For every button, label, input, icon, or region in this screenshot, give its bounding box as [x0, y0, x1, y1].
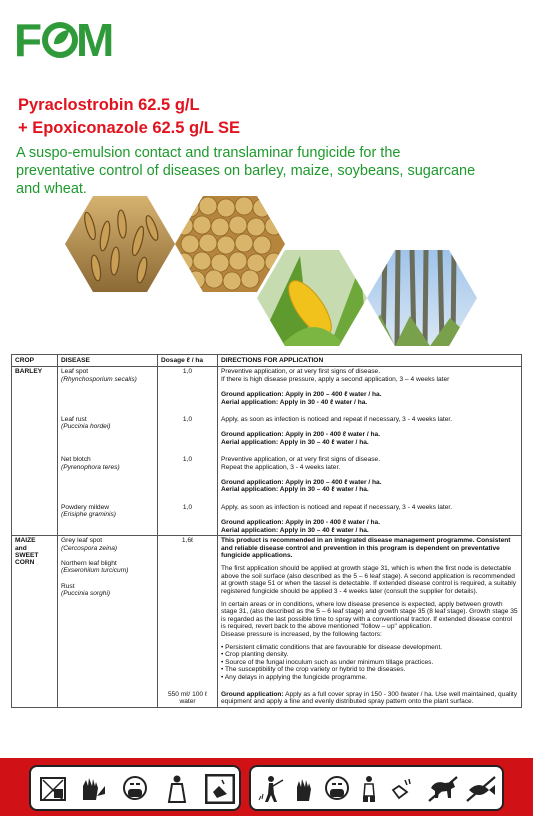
- ground-application: Ground application: Apply in 200 - 400 ℓ water / ha.: [221, 519, 381, 527]
- dosage-cell: 1,0: [158, 415, 218, 455]
- directions-cell: [218, 690, 522, 707]
- crop-label: CORN: [15, 559, 35, 567]
- leaf-icon: [54, 30, 69, 44]
- disease-cell: [58, 536, 158, 690]
- aerial-application: Aerial application: Apply in 30 – 40 ℓ water / ha.: [221, 526, 369, 534]
- pictogram-footer: [0, 758, 533, 816]
- disease-name: Rust: [61, 582, 75, 590]
- pathogen-name: (Cercospora zeina): [61, 544, 118, 552]
- logo-graphic: [14, 14, 126, 64]
- direction-text: Preventive application, or at very first signs of disease.: [221, 368, 381, 376]
- dosage-cell: 1,0: [158, 455, 218, 503]
- directions-cell: [218, 367, 522, 415]
- pathogen-name: (Erisiphe graminis): [61, 511, 116, 519]
- wheat-image: [60, 196, 180, 292]
- crop-label: MAIZE: [15, 537, 36, 545]
- disease-name: Leaf spot: [61, 368, 89, 376]
- ground-application-text: Apply as a full cover spray in 150 - 300 ℓwater / ha. Use well maintained, quality equipment and apply a fine and evenly distributed spray pattern onto the plant surface.: [221, 691, 518, 706]
- pictograms-mixing-group: [29, 765, 241, 811]
- list-item: • Any delays in applying the fungicide programme.: [221, 674, 518, 681]
- disease-cell: [58, 415, 158, 455]
- product-description: A suspo-emulsion contact and translaminar fungicide for the preventative control of diseases on barley, maize, soybeans, sugarcane and wheat.: [16, 145, 476, 197]
- gloves-icon: [291, 774, 319, 804]
- wash-icon: [387, 774, 415, 804]
- dosage-cell: 1,0: [158, 503, 218, 536]
- pathogen-name: (Pyrenophora teres): [61, 463, 120, 471]
- dosage-cell: 1,6ℓ: [158, 536, 218, 690]
- ground-application-label: Ground application:: [221, 691, 284, 698]
- product-title-line2: + Epoxiconazole 62.5 g/L SE: [18, 119, 241, 137]
- store-locked-icon: [39, 774, 67, 804]
- direction-text: In certain areas or in conditions, where low disease presence is expected, apply between growth stage 31, (also described as the 5 – 6 leaf stage) and growth stage 35 (8 leaf stage). Growth stage 35 is regarded as the last possible time to spray with a conventional tractor. If extended disease control is required, revert back to the above mentioned "follow – up" application.: [221, 600, 518, 631]
- gloves-mixing-icon: [79, 774, 107, 804]
- header-disease: DISEASE: [58, 355, 158, 367]
- logo-letter-f: F: [14, 14, 43, 64]
- pathogen-name: (Puccinia hordei): [61, 423, 111, 431]
- crop-images: [0, 196, 533, 346]
- product-title: [18, 94, 240, 140]
- crop-label: and: [15, 544, 27, 552]
- wash-icon: [205, 774, 235, 804]
- disease-cell: [58, 503, 158, 536]
- product-title-line1: Pyraclostrobin 62.5 g/L: [18, 96, 200, 114]
- directions-cell: [218, 503, 522, 536]
- direction-text: Preventive application, or at very first signs of disease.: [221, 456, 381, 464]
- dosage-cell: 1,0: [158, 367, 218, 415]
- direction-text: Repeat the application, 3 - 4 weeks later.: [221, 463, 341, 471]
- factors-list: [221, 644, 518, 681]
- table-row: [12, 455, 522, 503]
- header-dosage: Dosage ℓ / ha: [158, 355, 218, 367]
- direction-text: The first application should be applied at growth stage 31, which is when the first node is detectable above the soil surface (also described as the 5 – 6 leaf stage). A second application is recommended at growth stage 51 or when the tassel is detectable. If extended disease control is required, a suitably registered fungicide should be applied 3 - 4 weeks later (consult the supplier for details).: [221, 565, 517, 595]
- crop-label: SWEET: [15, 551, 39, 559]
- table-row: [12, 415, 522, 455]
- table-row: [12, 503, 522, 536]
- direction-text: Apply, as soon as infection is noticed and repeat if necessary, 3 - 4 weeks later.: [221, 503, 453, 511]
- harmful-animals-icon: [427, 774, 459, 804]
- disease-name: Northern leaf blight: [61, 559, 117, 567]
- spraying-icon: [257, 774, 285, 804]
- disease-name: Net blotch: [61, 456, 91, 464]
- list-item: • Source of the fungal inoculum such as under minimum tillage practices.: [221, 659, 518, 666]
- direction-text: Apply, as soon as infection is noticed and repeat if necessary, 3 - 4 weeks later.: [221, 416, 453, 424]
- pictograms-application-group: [249, 765, 504, 811]
- dosage-unit: water: [179, 698, 196, 706]
- aerial-application: Aerial application: Apply in 30 – 40 ℓ water / ha.: [221, 486, 369, 494]
- disease-name: Grey leaf spot: [61, 537, 103, 545]
- table-row: [12, 367, 522, 415]
- dosage-value: 550 mℓ/ 100 ℓ: [167, 691, 208, 698]
- directions-cell: [218, 455, 522, 503]
- company-logo: [14, 14, 126, 64]
- boots-icon: [355, 774, 383, 804]
- aerial-application: Aerial application: Apply in 30 – 40 ℓ water / ha.: [221, 438, 369, 446]
- directions-cell: [218, 415, 522, 455]
- table-row: [12, 690, 522, 707]
- crop-barley: BARLEY: [12, 367, 58, 415]
- pathogen-name: (Rhynchosporium secalis): [61, 375, 137, 383]
- disease-cell: [58, 367, 158, 415]
- header-crop: CROP: [12, 355, 58, 367]
- disease-cell: [58, 455, 158, 503]
- harmful-fish-icon: [465, 774, 497, 804]
- direction-text: Disease pressure is increased, by the following factors:: [221, 630, 382, 638]
- direction-text: If there is high disease pressure, apply a second application, 3 – 4 weeks later: [221, 375, 450, 383]
- ground-application: Ground application: Apply in 200 – 400 ℓ water / ha.: [221, 479, 382, 487]
- disease-name: Powdery mildew: [61, 503, 110, 511]
- disease-name: Leaf rust: [61, 416, 87, 424]
- list-item: • Crop planting density.: [221, 651, 518, 658]
- table-row: [12, 536, 522, 690]
- ground-application: Ground application: Apply in 200 - 400 ℓ water / ha.: [221, 431, 381, 439]
- dosage-cell: [158, 690, 218, 707]
- mask-icon: [323, 774, 351, 804]
- sugarcane-image: [365, 250, 480, 346]
- crop-maize: [12, 536, 58, 690]
- header-directions: DIRECTIONS FOR APPLICATION: [218, 355, 522, 367]
- directions-cell: [218, 536, 522, 690]
- direction-intro: This product is recommended in an integrated disease management programme. Consistent and reliable disease control and prevention in this program is dependent on preventative fungicide applications.: [221, 537, 511, 559]
- list-item: • Persistent climatic conditions that are favourable for disease development.: [221, 644, 518, 651]
- pathogen-name: (Exserohilum turcicum): [61, 567, 129, 575]
- table-header-row: [12, 355, 522, 367]
- apron-icon: [163, 774, 191, 804]
- mask-icon: [121, 774, 149, 804]
- pathogen-name: (Puccinia sorghi): [61, 590, 111, 598]
- ground-application: Ground application: Apply in 200 – 400 ℓ water / ha.: [221, 391, 382, 399]
- directions-table: [11, 354, 522, 708]
- logo-letter-m: M: [76, 14, 115, 64]
- list-item: • The susceptibility of the crop variety or hybrid to the diseases.: [221, 666, 518, 673]
- aerial-application: Aerial application: Apply in 30 - 40 ℓ water / ha.: [221, 398, 368, 406]
